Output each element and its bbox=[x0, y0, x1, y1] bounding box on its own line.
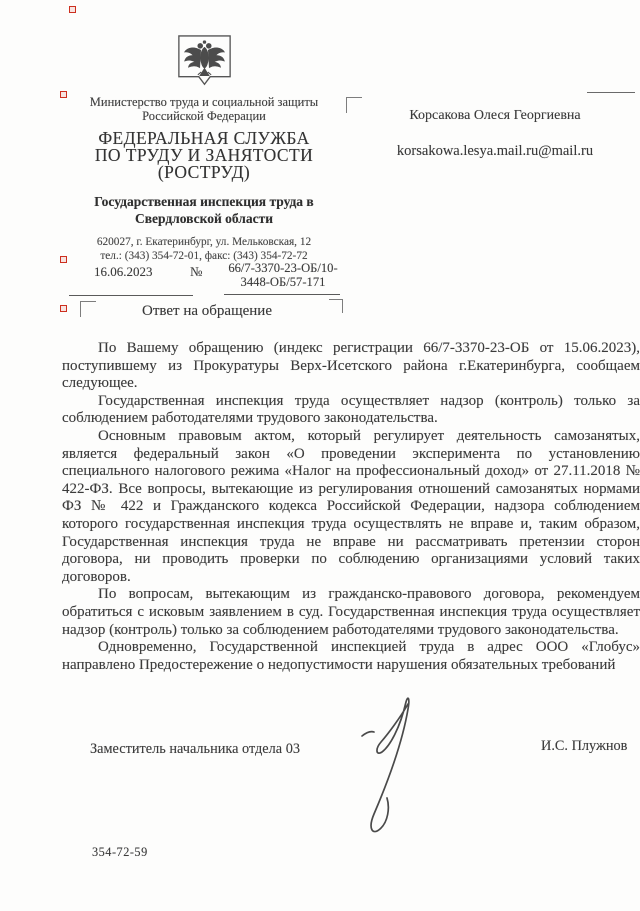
service-name: ФЕДЕРАЛЬНАЯ СЛУЖБА ПО ТРУДУ И ЗАНЯТОСТИ (РОСТРУД) bbox=[94, 128, 314, 182]
date-underline bbox=[69, 295, 193, 296]
org-address: 620027, г. Екатеринбург, ул. Мельковская, 12 тел.: (343) 354-72-01, факс: (343) 354-72-72 bbox=[96, 236, 312, 262]
inspection-name: Государственная инспекция труда в Свердловской области bbox=[94, 194, 314, 226]
ministry-name: Министерство труда и социальной защиты Российской Федерации bbox=[89, 95, 319, 123]
recipient-email: korsakowa.lesya.mail.ru@mail.ru bbox=[396, 143, 594, 159]
body-paragraph: По Вашему обращению (индекс регистрации 66/7-3370-23-ОБ от 15.06.2023), поступившему из Прокуратуры Верх-Исетского района г.Екатеринбурга, сообщаем следующее. bbox=[62, 340, 640, 392]
signer-name: И.С. Плужнов bbox=[541, 738, 628, 754]
document-date: 16.06.2023 bbox=[94, 264, 153, 279]
red-scan-mark bbox=[60, 91, 67, 98]
subject-line: Ответ на обращение bbox=[142, 303, 272, 319]
number-sign: № bbox=[190, 264, 203, 279]
document-number: 66/7-3370-23-ОБ/10- 3448-ОБ/57-171 bbox=[228, 261, 338, 289]
letterhead bbox=[70, 34, 338, 263]
executor-phone: 354-72-59 bbox=[92, 845, 148, 859]
signer-position: Заместитель начальника отдела 03 bbox=[90, 741, 301, 757]
handwritten-signature-icon bbox=[340, 690, 440, 848]
recipient-name: Корсакова Олеся Георгиевна bbox=[409, 108, 581, 123]
body-paragraph: Основным правовым актом, который регулирует деятельность самозанятых, является федеральный закон «О проведении эксперимента по установлению специального налогового режима «Налог на профессиональный доход» от 27.11.2018 № 422-ФЗ. Все вопросы, вытекающие из регулирования отношений самозанятых нормами ФЗ № 422 и Гражданского кодекса Российской Федерации, надзора соблюдением которого государственная инспекция труда осуществлять не вправе и, таким образом, Государственная инспекция труда не вправе ни рассматривать претензии сторон договора, ни проводить проверки по соблюдению организациями условий таких договоров. bbox=[62, 427, 640, 585]
body-paragraph: Одновременно, Государственной инспекцией труда в адрес ООО «Глобус» направлено Предостережение о недопустимости нарушения обязательных требований bbox=[62, 639, 640, 673]
body-paragraph: По вопросам, вытекающим из гражданско-правового договора, рекомендуем обратиться с исковым заявлением в суд. Государственная инспекция труда осуществляет надзор (контроль) только за соблюдением работодателями трудового законодательства. bbox=[62, 586, 640, 638]
letter-body bbox=[62, 340, 640, 674]
coat-of-arms-icon bbox=[176, 34, 233, 90]
number-underline bbox=[224, 294, 340, 295]
body-paragraph: Государственная инспекция труда осуществляет надзор (контроль) только за соблюдением работодателями трудового законодательства. bbox=[62, 392, 640, 427]
recipient-overline bbox=[587, 92, 635, 93]
red-scan-mark bbox=[69, 6, 76, 13]
recipient-block bbox=[352, 108, 638, 160]
